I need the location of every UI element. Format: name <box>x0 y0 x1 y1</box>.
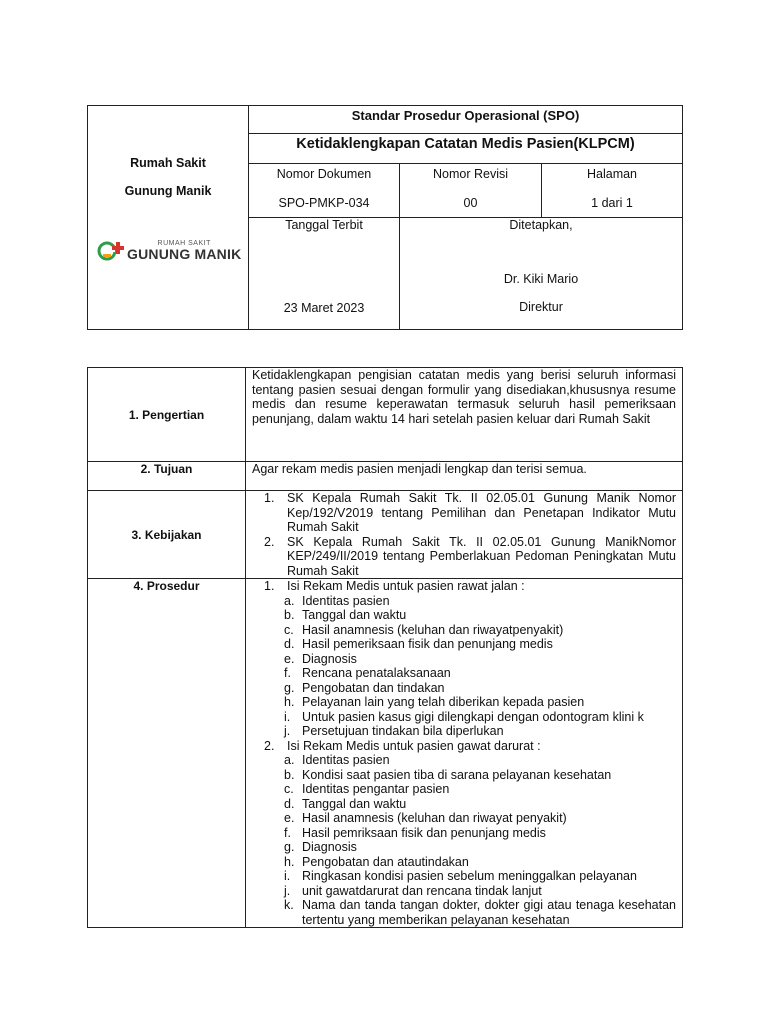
prosedur-group-number: 1. <box>264 579 275 593</box>
prosedur-subitem-text: Identitas pasien <box>302 753 390 767</box>
kebijakan-item-text: SK Kepala Rumah Sakit Tk. II 02.05.01 Gunung Manik Nomor Kep/192/V2019 tentang Pemilihan dan Penetapan Indikator Mutu Rumah Sakit <box>287 491 676 534</box>
prosedur-subitem <box>252 869 676 884</box>
logo-small-text: RUMAH SAKIT <box>157 239 211 247</box>
prosedur-subitem-text: Diagnosis <box>302 651 357 666</box>
prosedur-list <box>246 579 683 928</box>
nomor-revisi-value: 00 <box>463 196 478 210</box>
prosedur-subitem-text: Hasil pemeriksaan fisik dan penunjang medis <box>302 637 553 651</box>
kebijakan-item <box>252 491 676 535</box>
prosedur-subitem <box>252 768 676 783</box>
tujuan-text: Agar rekam medis pasien menjadi lengkap dan terisi semua. <box>246 462 683 491</box>
prosedur-group-title <box>252 579 676 594</box>
prosedur-subitem-letter: d. <box>284 637 295 651</box>
prosedur-subitem-text: Rencana penatalaksanaan <box>302 666 451 680</box>
prosedur-subitem-letter: d. <box>284 796 295 811</box>
prosedur-subitem-text: Identitas pengantar pasien <box>302 782 450 796</box>
prosedur-group2-items <box>252 753 676 927</box>
prosedur-subitem-letter: c. <box>284 782 294 796</box>
kebijakan-item-number: 2. <box>264 534 275 549</box>
nomor-dokumen-value: SPO-PMKP-034 <box>278 196 370 210</box>
prosedur-group-text: Isi Rekam Medis untuk pasien gawat darurat : <box>287 738 541 753</box>
kebijakan-item <box>252 535 676 579</box>
prosedur-subitem-text: Tanggal dan waktu <box>302 796 407 811</box>
tanggal-terbit-label: Tanggal Terbit <box>285 218 363 232</box>
hospital-name-line1: Rumah Sakit <box>130 156 206 170</box>
prosedur-subitem-text: Tanggal dan waktu <box>302 608 407 622</box>
prosedur-subitem-letter: g. <box>284 840 295 854</box>
kebijakan-label: 3. Kebijakan <box>88 491 246 579</box>
nomor-dokumen-cell <box>249 164 400 218</box>
hospital-info-cell <box>88 106 249 330</box>
prosedur-subitem-text: Persetujuan tindakan bila diperlukan <box>302 724 504 738</box>
prosedur-subitem <box>252 710 676 725</box>
prosedur-subitem-text: unit gawatdarurat dan rencana tindak lanjut <box>302 883 542 898</box>
prosedur-subitem-letter: c. <box>284 622 294 637</box>
prosedur-subitem <box>252 623 676 638</box>
spo-header-table <box>87 105 683 330</box>
prosedur-subitem-letter: h. <box>284 695 295 709</box>
prosedur-subitem <box>252 855 676 870</box>
prosedur-subitem-text: Untuk pasien kasus gigi dilengkapi dengan odontogram klini k <box>302 709 644 724</box>
prosedur-subitem-letter: g. <box>284 680 295 695</box>
prosedur-subitem-text: Hasil anamnesis (keluhan dan riwayatpenyakit) <box>302 622 564 637</box>
hospital-name-line2: Gunung Manik <box>124 184 212 198</box>
spo-title: Standar Prosedur Operasional (SPO) <box>249 106 683 134</box>
prosedur-subitem-text: Pengobatan dan atautindakan <box>302 854 469 869</box>
prosedur-subitem <box>252 695 676 710</box>
halaman-value: 1 dari 1 <box>591 196 633 210</box>
prosedur-subitem <box>252 652 676 667</box>
prosedur-subitem-text: Nama dan tanda tangan dokter, dokter gigi atau tenaga kesehatan tertentu yang memberikan pelayanan kesehatan <box>302 898 676 927</box>
prosedur-subitem-letter: i. <box>284 709 291 724</box>
prosedur-group1-items <box>252 594 676 739</box>
hospital-logo-icon <box>97 238 125 262</box>
prosedur-subitem-letter: h. <box>284 854 295 869</box>
prosedur-group-number: 2. <box>264 738 275 753</box>
tujuan-label: 2. Tujuan <box>88 462 246 491</box>
prosedur-subitem <box>252 826 676 841</box>
prosedur-subitem-letter: f. <box>284 825 291 840</box>
prosedur-subitem <box>252 753 676 768</box>
prosedur-subitem-text: Kondisi saat pasien tiba di sarana pelayanan kesehatan <box>302 767 612 782</box>
prosedur-subitem-letter: a. <box>284 593 295 608</box>
tanggal-terbit-cell <box>249 218 400 330</box>
prosedur-subitem-text: Hasil anamnesis (keluhan dan riwayat penyakit) <box>302 811 567 825</box>
ditetapkan-cell <box>400 218 683 330</box>
prosedur-subitem-text: Hasil pemriksaan fisik dan penunjang medis <box>302 825 546 840</box>
prosedur-subitem <box>252 724 676 739</box>
prosedur-subitem-text: Pengobatan dan tindakan <box>302 680 445 695</box>
prosedur-group-title <box>252 739 676 754</box>
prosedur-subitem <box>252 608 676 623</box>
prosedur-subitem-letter: b. <box>284 608 295 622</box>
prosedur-subitem <box>252 594 676 609</box>
prosedur-subitem-letter: i. <box>284 869 291 883</box>
prosedur-subitem-text: Diagnosis <box>302 840 357 854</box>
prosedur-subitem <box>252 782 676 797</box>
prosedur-subitem <box>252 840 676 855</box>
prosedur-subitem <box>252 884 676 899</box>
prosedur-subitem <box>252 681 676 696</box>
nomor-revisi-cell <box>400 164 542 218</box>
kebijakan-list <box>246 491 683 579</box>
prosedur-subitem <box>252 797 676 812</box>
prosedur-subitem-letter: e. <box>284 651 295 666</box>
kebijakan-item-number: 1. <box>264 491 275 505</box>
hospital-logo <box>97 238 248 262</box>
prosedur-subitem-letter: j. <box>284 883 291 898</box>
prosedur-subitem-letter: e. <box>284 811 295 825</box>
prosedur-group-text: Isi Rekam Medis untuk pasien rawat jalan : <box>287 579 525 593</box>
pengertian-text: Ketidaklengkapan pengisian catatan medis yang berisi seluruh informasi tentang pasien sesuai dengan formulir yang disediakan,khususnya resume medis dan resume keperawatan termasuk seluruh hasil pemeriksaan penunjang, dalam waktu 14 hari setelah pasien keluar dari Rumah Sakit <box>246 368 683 462</box>
prosedur-subitem-letter: k. <box>284 898 294 912</box>
prosedur-subitem <box>252 811 676 826</box>
tanggal-terbit-value: 23 Maret 2023 <box>283 301 365 315</box>
signer-title: Direktur <box>519 300 563 314</box>
document-title: Ketidaklengkapan Catatan Medis Pasien(KLPCM) <box>249 134 683 164</box>
prosedur-subitem-letter: b. <box>284 767 295 782</box>
nomor-revisi-label: Nomor Revisi <box>432 167 508 181</box>
prosedur-subitem <box>252 666 676 681</box>
prosedur-label: 4. Prosedur <box>88 579 246 928</box>
prosedur-subitem-text: Pelayanan lain yang telah diberikan kepada pasien <box>302 695 585 709</box>
signer-name: Dr. Kiki Mario <box>503 272 579 286</box>
kebijakan-item-text: SK Kepala Rumah Sakit Tk. II 02.05.01 Gunung ManikNomor KEP/249/II/2019 tentang Pemberlakuan Pedoman Peningkatan Mutu Rumah Sakit <box>287 534 676 578</box>
halaman-cell <box>542 164 683 218</box>
ditetapkan-label: Ditetapkan, <box>509 218 573 232</box>
halaman-label: Halaman <box>586 167 638 181</box>
pengertian-label: 1. Pengertian <box>88 368 246 462</box>
logo-big-text: GUNUNG MANIK <box>127 245 242 262</box>
prosedur-subitem <box>252 637 676 652</box>
prosedur-subitem-text: Ringkasan kondisi pasien sebelum meninggalkan pelayanan <box>302 869 637 883</box>
prosedur-subitem-letter: a. <box>284 753 295 767</box>
spo-content-table <box>87 367 683 928</box>
nomor-dokumen-label: Nomor Dokumen <box>276 167 372 181</box>
prosedur-subitem <box>252 898 676 927</box>
prosedur-subitem-text: Identitas pasien <box>302 593 390 608</box>
prosedur-subitem-letter: f. <box>284 666 291 680</box>
prosedur-subitem-letter: j. <box>284 724 291 738</box>
